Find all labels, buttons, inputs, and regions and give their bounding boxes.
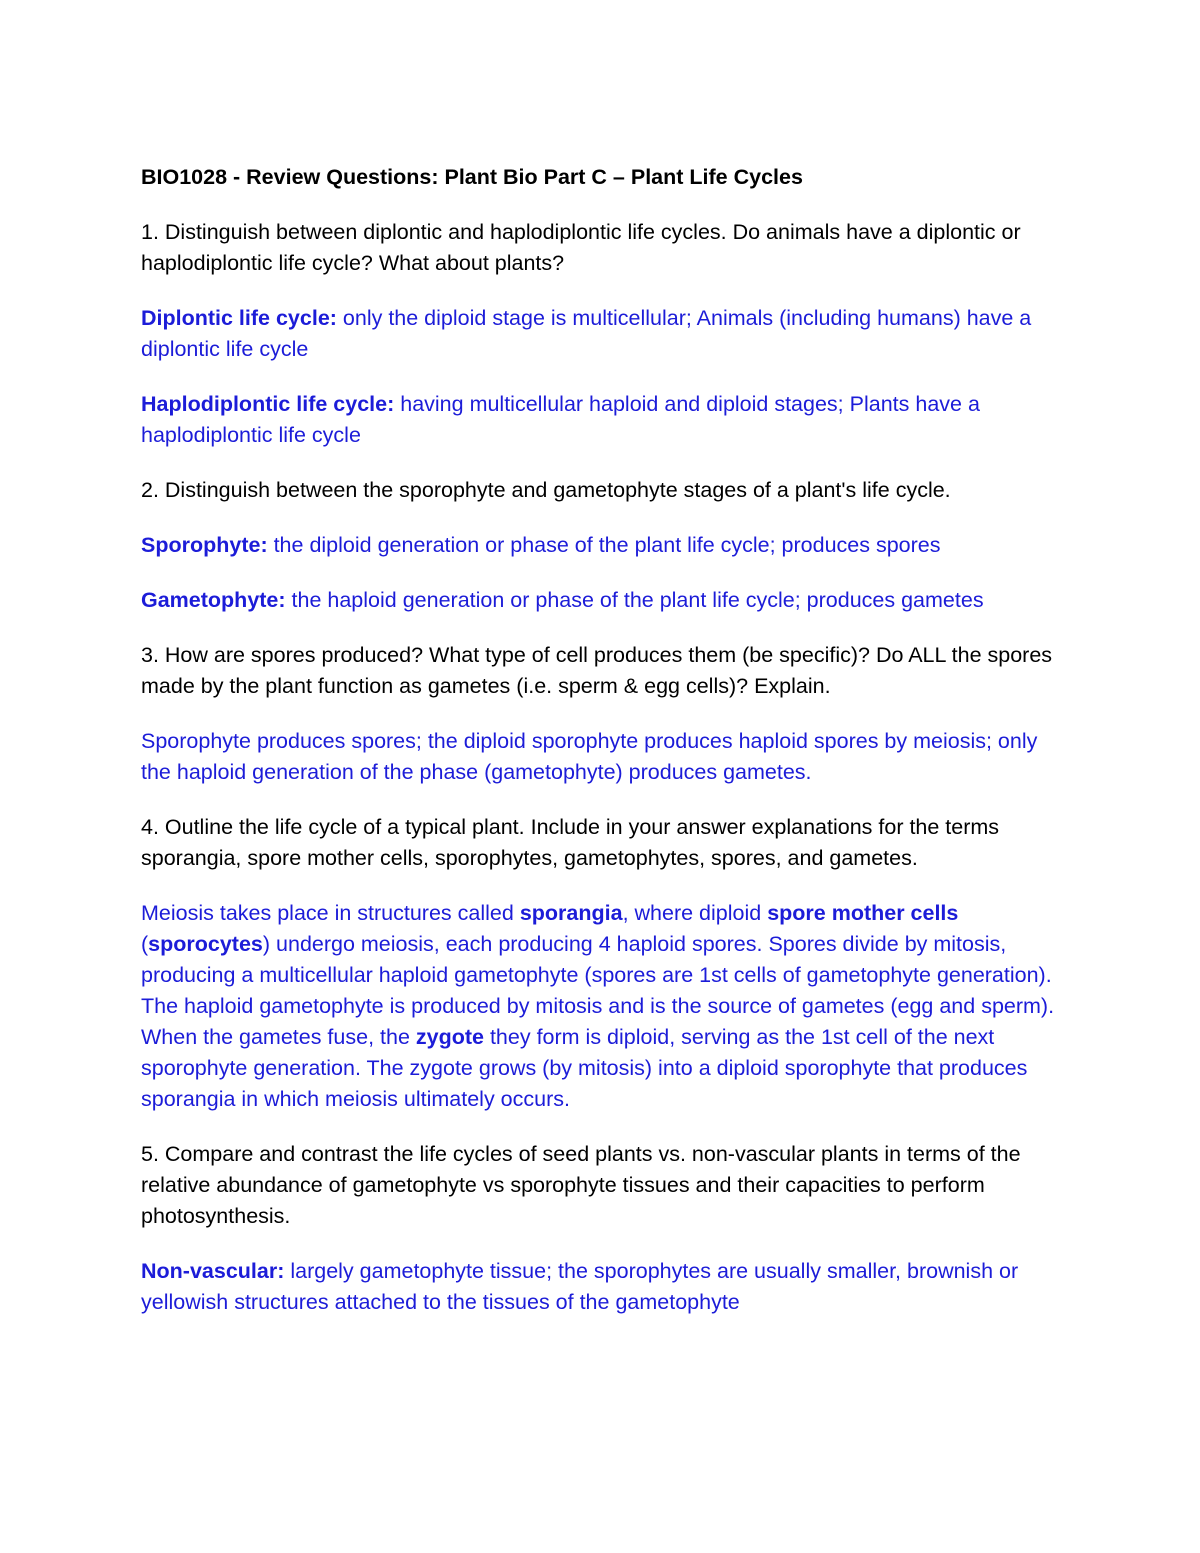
term-diplontic: Diplontic life cycle: [141, 306, 337, 330]
term-non-vascular: Non-vascular: [141, 1259, 285, 1283]
answer-text: the diploid generation or phase of the plant life cycle; produces spores [267, 533, 941, 557]
answer-text: having multicellular haploid and diploid stages; Plants have a haplodiplontic life cycle [141, 392, 980, 447]
term-zygote: zygote [415, 1025, 484, 1049]
answer-text: the haploid generation or phase of the plant life cycle; produces gametes [285, 588, 984, 612]
answer-text: only the diploid stage is multicellular; Animals (including humans) have a diplontic life cycle [141, 306, 1032, 361]
answer-text: ) undergo meiosis, each producing 4 haploid spores. Spores divide by mitosis, producing a multicellular haploid gametophyte (spores are 1st cells of gametophyte generation). The haploid gametophyte is produced by mitosis and is the source of gametes (egg and sperm). When the gametes fuse, the [141, 932, 1055, 1049]
answer-text: , where diploid [622, 901, 768, 925]
answer-text: largely gametophyte tissue; the sporophytes are usually smaller, brownish or yellowish structures attached to the tissues of the gametophyte [141, 1259, 1019, 1314]
answer-text: Meiosis takes place in structures called [141, 901, 520, 925]
question-2: 2. Distinguish between the sporophyte and gametophyte stages of a plant's life cycle. [141, 478, 951, 502]
document-title: BIO1028 - Review Questions: Plant Bio Part C – Plant Life Cycles [141, 165, 803, 189]
answer-text: ( [141, 932, 149, 956]
answer-1-haplodiplontic [141, 389, 1060, 451]
term-sporophyte: Sporophyte: [141, 533, 268, 557]
term-spore-mother-cells: spore mother cells [767, 901, 959, 925]
answer-2-sporophyte [141, 530, 1060, 561]
answer-1-diplontic [141, 303, 1060, 365]
question-1: 1. Distinguish between diplontic and haplodiplontic life cycles. Do animals have a diplontic or haplodiplontic life cycle? What about plants? [141, 220, 1021, 275]
term-haplodiplontic: Haplodiplontic life cycle: [141, 392, 395, 416]
answer-text: they form is diploid, serving as the 1st cell of the next sporophyte generation. The zygote grows (by mitosis) into a diploid sporophyte that produces sporangia in which meiosis ultimately occurs. [141, 1025, 1028, 1111]
term-gametophyte: Gametophyte: [141, 588, 286, 612]
answer-4 [141, 898, 1060, 1115]
term-sporangia: sporangia [519, 901, 623, 925]
question-3: 3. How are spores produced? What type of cell produces them (be specific)? Do ALL the spores made by the plant function as gametes (i.e. sperm & egg cells)? Explain. [141, 643, 1053, 698]
answer-3: Sporophyte produces spores; the diploid sporophyte produces haploid spores by meiosis; only the haploid generation of the phase (gametophyte) produces gametes. [141, 729, 1038, 784]
term-sporocytes: sporocytes [148, 932, 263, 956]
question-5: 5. Compare and contrast the life cycles of seed plants vs. non-vascular plants in terms of the relative abundance of gametophyte vs sporophyte tissues and their capacities to perform photosynthesis. [141, 1142, 1021, 1228]
answer-2-gametophyte [141, 585, 1060, 616]
answer-5-non-vascular [141, 1256, 1060, 1318]
question-4: 4. Outline the life cycle of a typical plant. Include in your answer explanations for the terms sporangia, spore mother cells, sporophytes, gametophytes, spores, and gametes. [141, 815, 1000, 870]
